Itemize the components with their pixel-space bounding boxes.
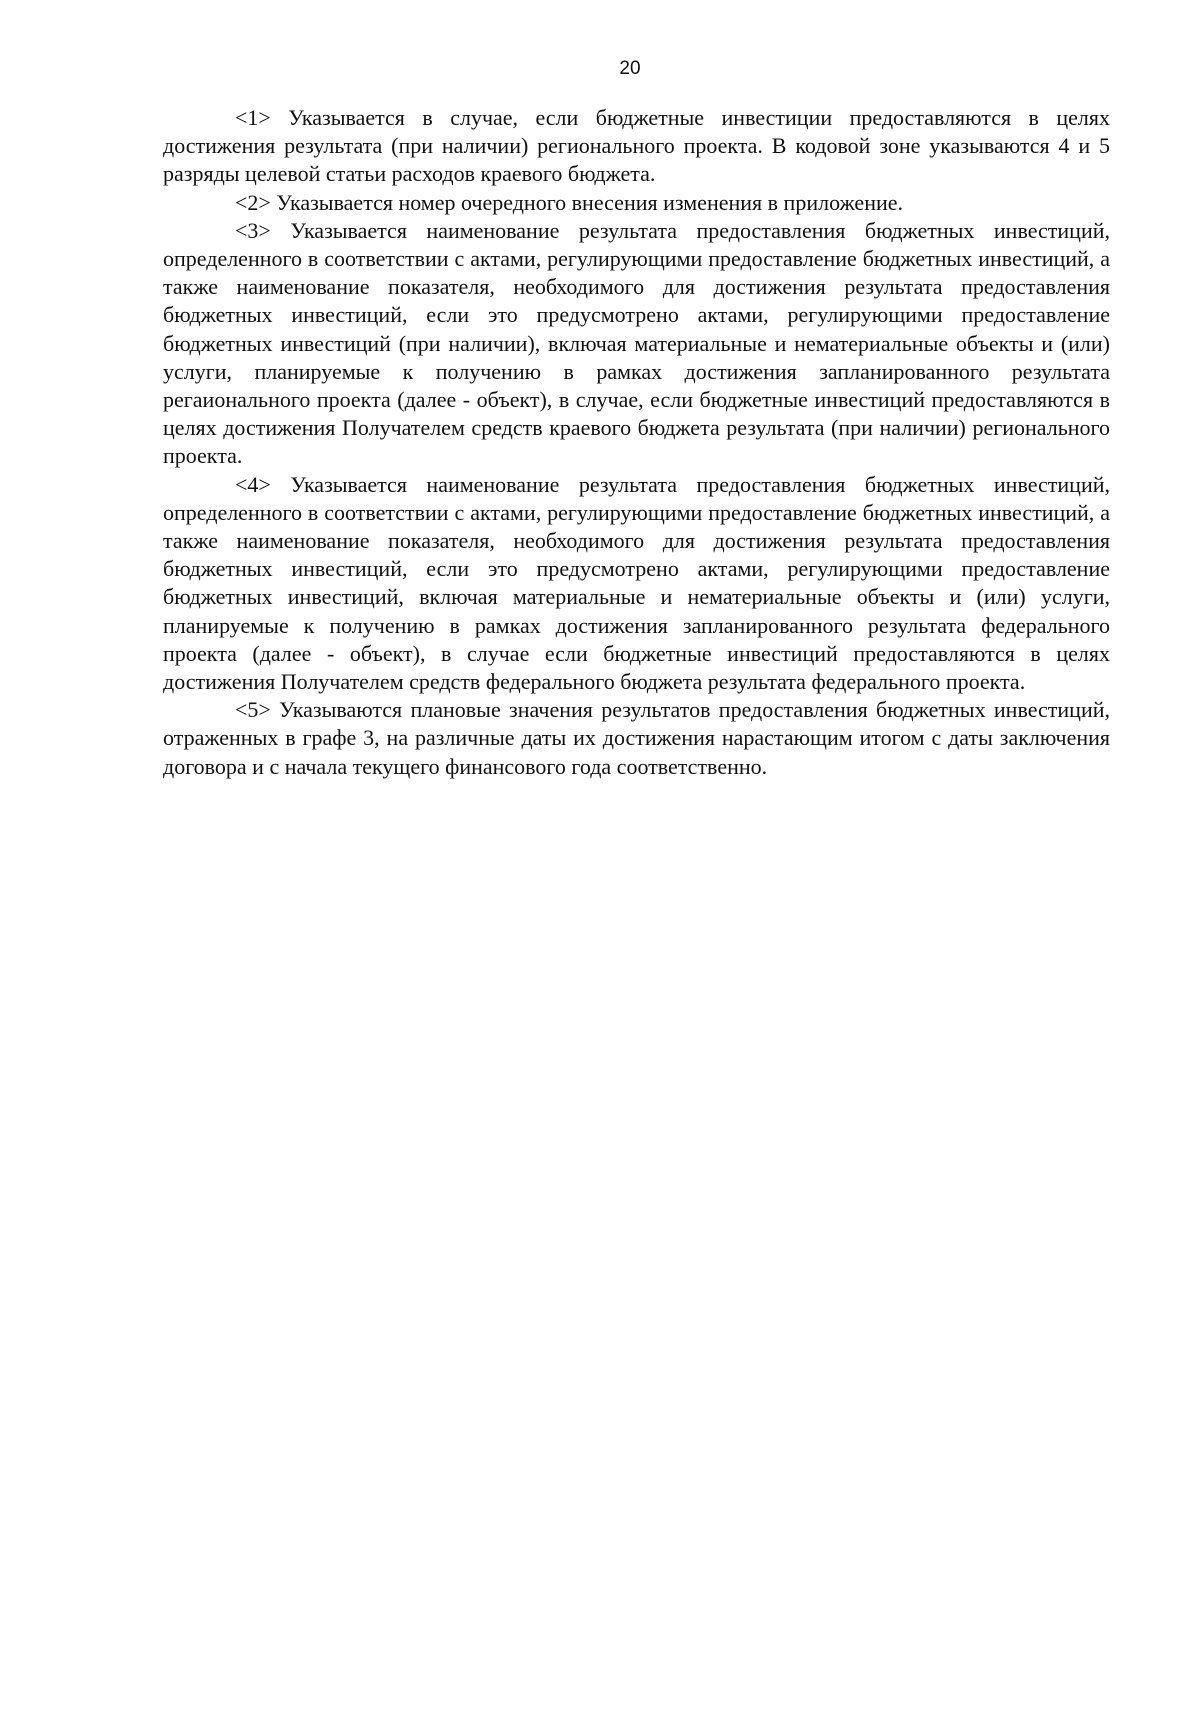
footnote-1 bbox=[163, 104, 1110, 189]
footnote-4 bbox=[163, 471, 1110, 697]
footnote-marker: <3> bbox=[235, 217, 271, 243]
footnote-text: Указывается наименование результата предоставления бюджетных инвестиций, определенного в соответствии с актами, регулирующими предоставление бюджетных инвестиций, а также наименование показателя, необходимого для достижения результата предоставления бюджетных инвестиций, если это предусмотрено актами, регулирующими предоставление бюджетных инвестиций (при наличии), включая материальные и нематериальные объекты и (или) услуги, планируемые к получению в рамках достижения запланированного результата регаионального проекта (далее - объект), в случае, если бюджетные инвестиций предоставляются в целях достижения Получателем средств краевого бюджета результата (при наличии) регионального проекта. bbox=[163, 217, 1110, 469]
footnotes-section bbox=[163, 104, 1110, 781]
footnote-5 bbox=[163, 696, 1110, 781]
footnote-text: Указывается в случае, если бюджетные инвестиции предоставляются в целях достижения результата (при наличии) регионального проекта. В кодовой зоне указываются 4 и 5 разряды целевой статьи расходов краевого бюджета. bbox=[163, 105, 1110, 187]
footnote-marker: <4> bbox=[235, 471, 271, 497]
footnote-text: Указывается наименование результата предоставления бюджетных инвестиций, определенного в соответствии с актами, регулирующими предоставление бюджетных инвестиций, а также наименование показателя, необходимого для достижения результата предоставления бюджетных инвестиций, если это предусмотрено актами, регулирующими предоставление бюджетных инвестиций, включая материальные и нематериальные объекты и (или) услуги, планируемые к получению в рамках достижения запланированного результата федерального проекта (далее - объект), в случае если бюджетные инвестиций предоставляются в целях достижения Получателем средств федерального бюджета результата федерального проекта. bbox=[163, 471, 1110, 695]
footnote-marker: <1> bbox=[235, 105, 271, 130]
footnote-text: Указывается номер очередного внесения изменения в приложение. bbox=[276, 189, 904, 215]
footnote-marker: <5> bbox=[235, 697, 271, 723]
footnote-3 bbox=[163, 217, 1110, 471]
footnote-marker: <2> bbox=[235, 189, 271, 215]
footnote-text: Указываются плановые значения результатов предоставления бюджетных инвестиций, отраженных в графе 3, на различные даты их достижения нарастающим итогом с даты заключения договора и с начала текущего финансового года соответственно. bbox=[163, 697, 1110, 779]
footnote-2 bbox=[163, 189, 1110, 217]
page-number: 20 bbox=[619, 58, 641, 79]
